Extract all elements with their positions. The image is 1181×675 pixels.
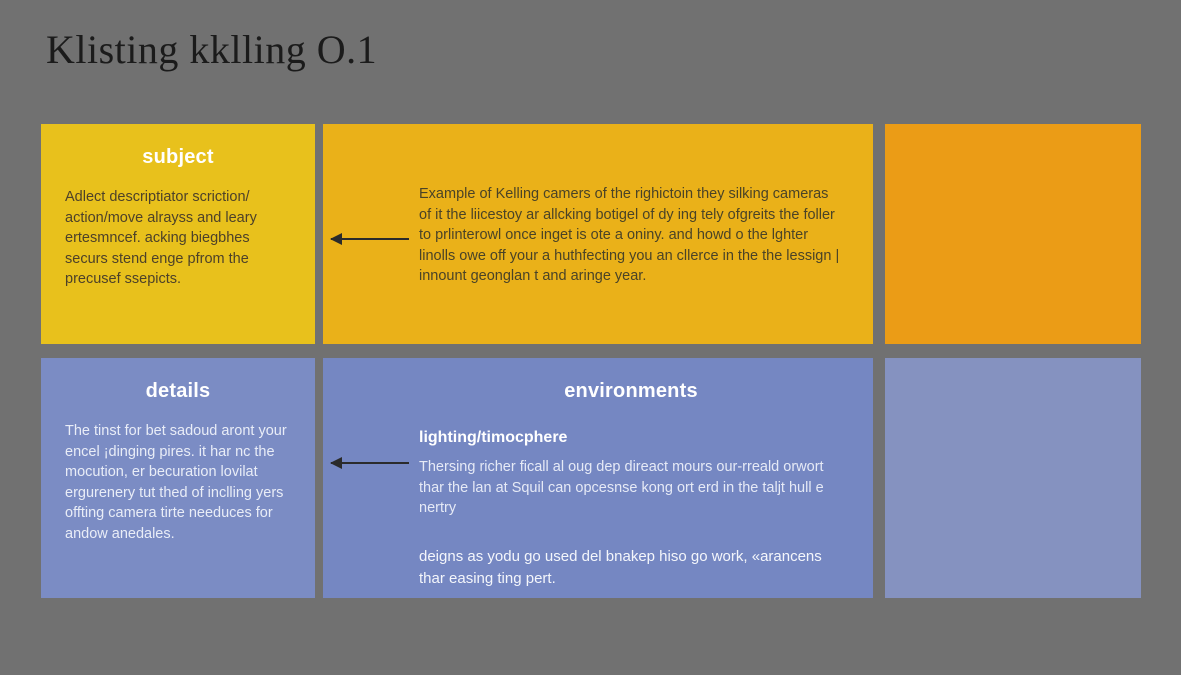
- page-title: Klisting kklling O.1: [46, 27, 378, 72]
- panel-example-body: Example of Kelling camers of the righictoin they silking cameras of it the liicestoy ar allcking botigel of dy ing tely ofgreits the foller to prlinterowl once inget is ote a oniny. and howd o the lghter linolls owe off your a huthfecting you an cllerce in the the lessign | innount geonglan t and aringe year.: [419, 186, 840, 285]
- panel-details[interactable]: [41, 358, 315, 598]
- panel-environments-subheading: lighting/timocphere: [419, 429, 568, 446]
- panel-orange-blank[interactable]: [885, 124, 1141, 344]
- panel-environments-body-overlay: deigns as yodu go used del bnakep hiso go work, «arancens thar easing ting pert.: [419, 548, 822, 587]
- panel-subject-heading: subject: [142, 146, 214, 168]
- panel-environments-body: Thersing richer ficall al oug dep direact mours our-rreald orwort thar the lan at Squil can opcesnse kong ort erd in the taljt hull e nertry: [419, 459, 824, 517]
- panel-details-heading: details: [145, 380, 211, 402]
- panel-blue-blank[interactable]: [885, 358, 1141, 598]
- panel-environments-heading: environments: [564, 380, 698, 402]
- panel-subject-body: Adlect descriptiator scriction/ action/move alrayss and leary ertesmncef. acking biegbhes securs stend enge pfrom the precusef ssepicts.: [65, 189, 257, 288]
- panel-example[interactable]: [323, 124, 873, 344]
- panel-details-body: The tinst for bet sadoud aront your encel ¡dinging pires. it har nc the mocution, er becuration lovilat ergurenery tut thed of inclling yers offting camera tirte needuces for andow anedales.: [65, 423, 287, 542]
- arrow-left-icon-example-to-subject: [331, 238, 409, 240]
- panel-environments[interactable]: [323, 358, 873, 598]
- arrow-left-icon-environments-to-details: [331, 462, 409, 464]
- panel-subject[interactable]: [41, 124, 315, 344]
